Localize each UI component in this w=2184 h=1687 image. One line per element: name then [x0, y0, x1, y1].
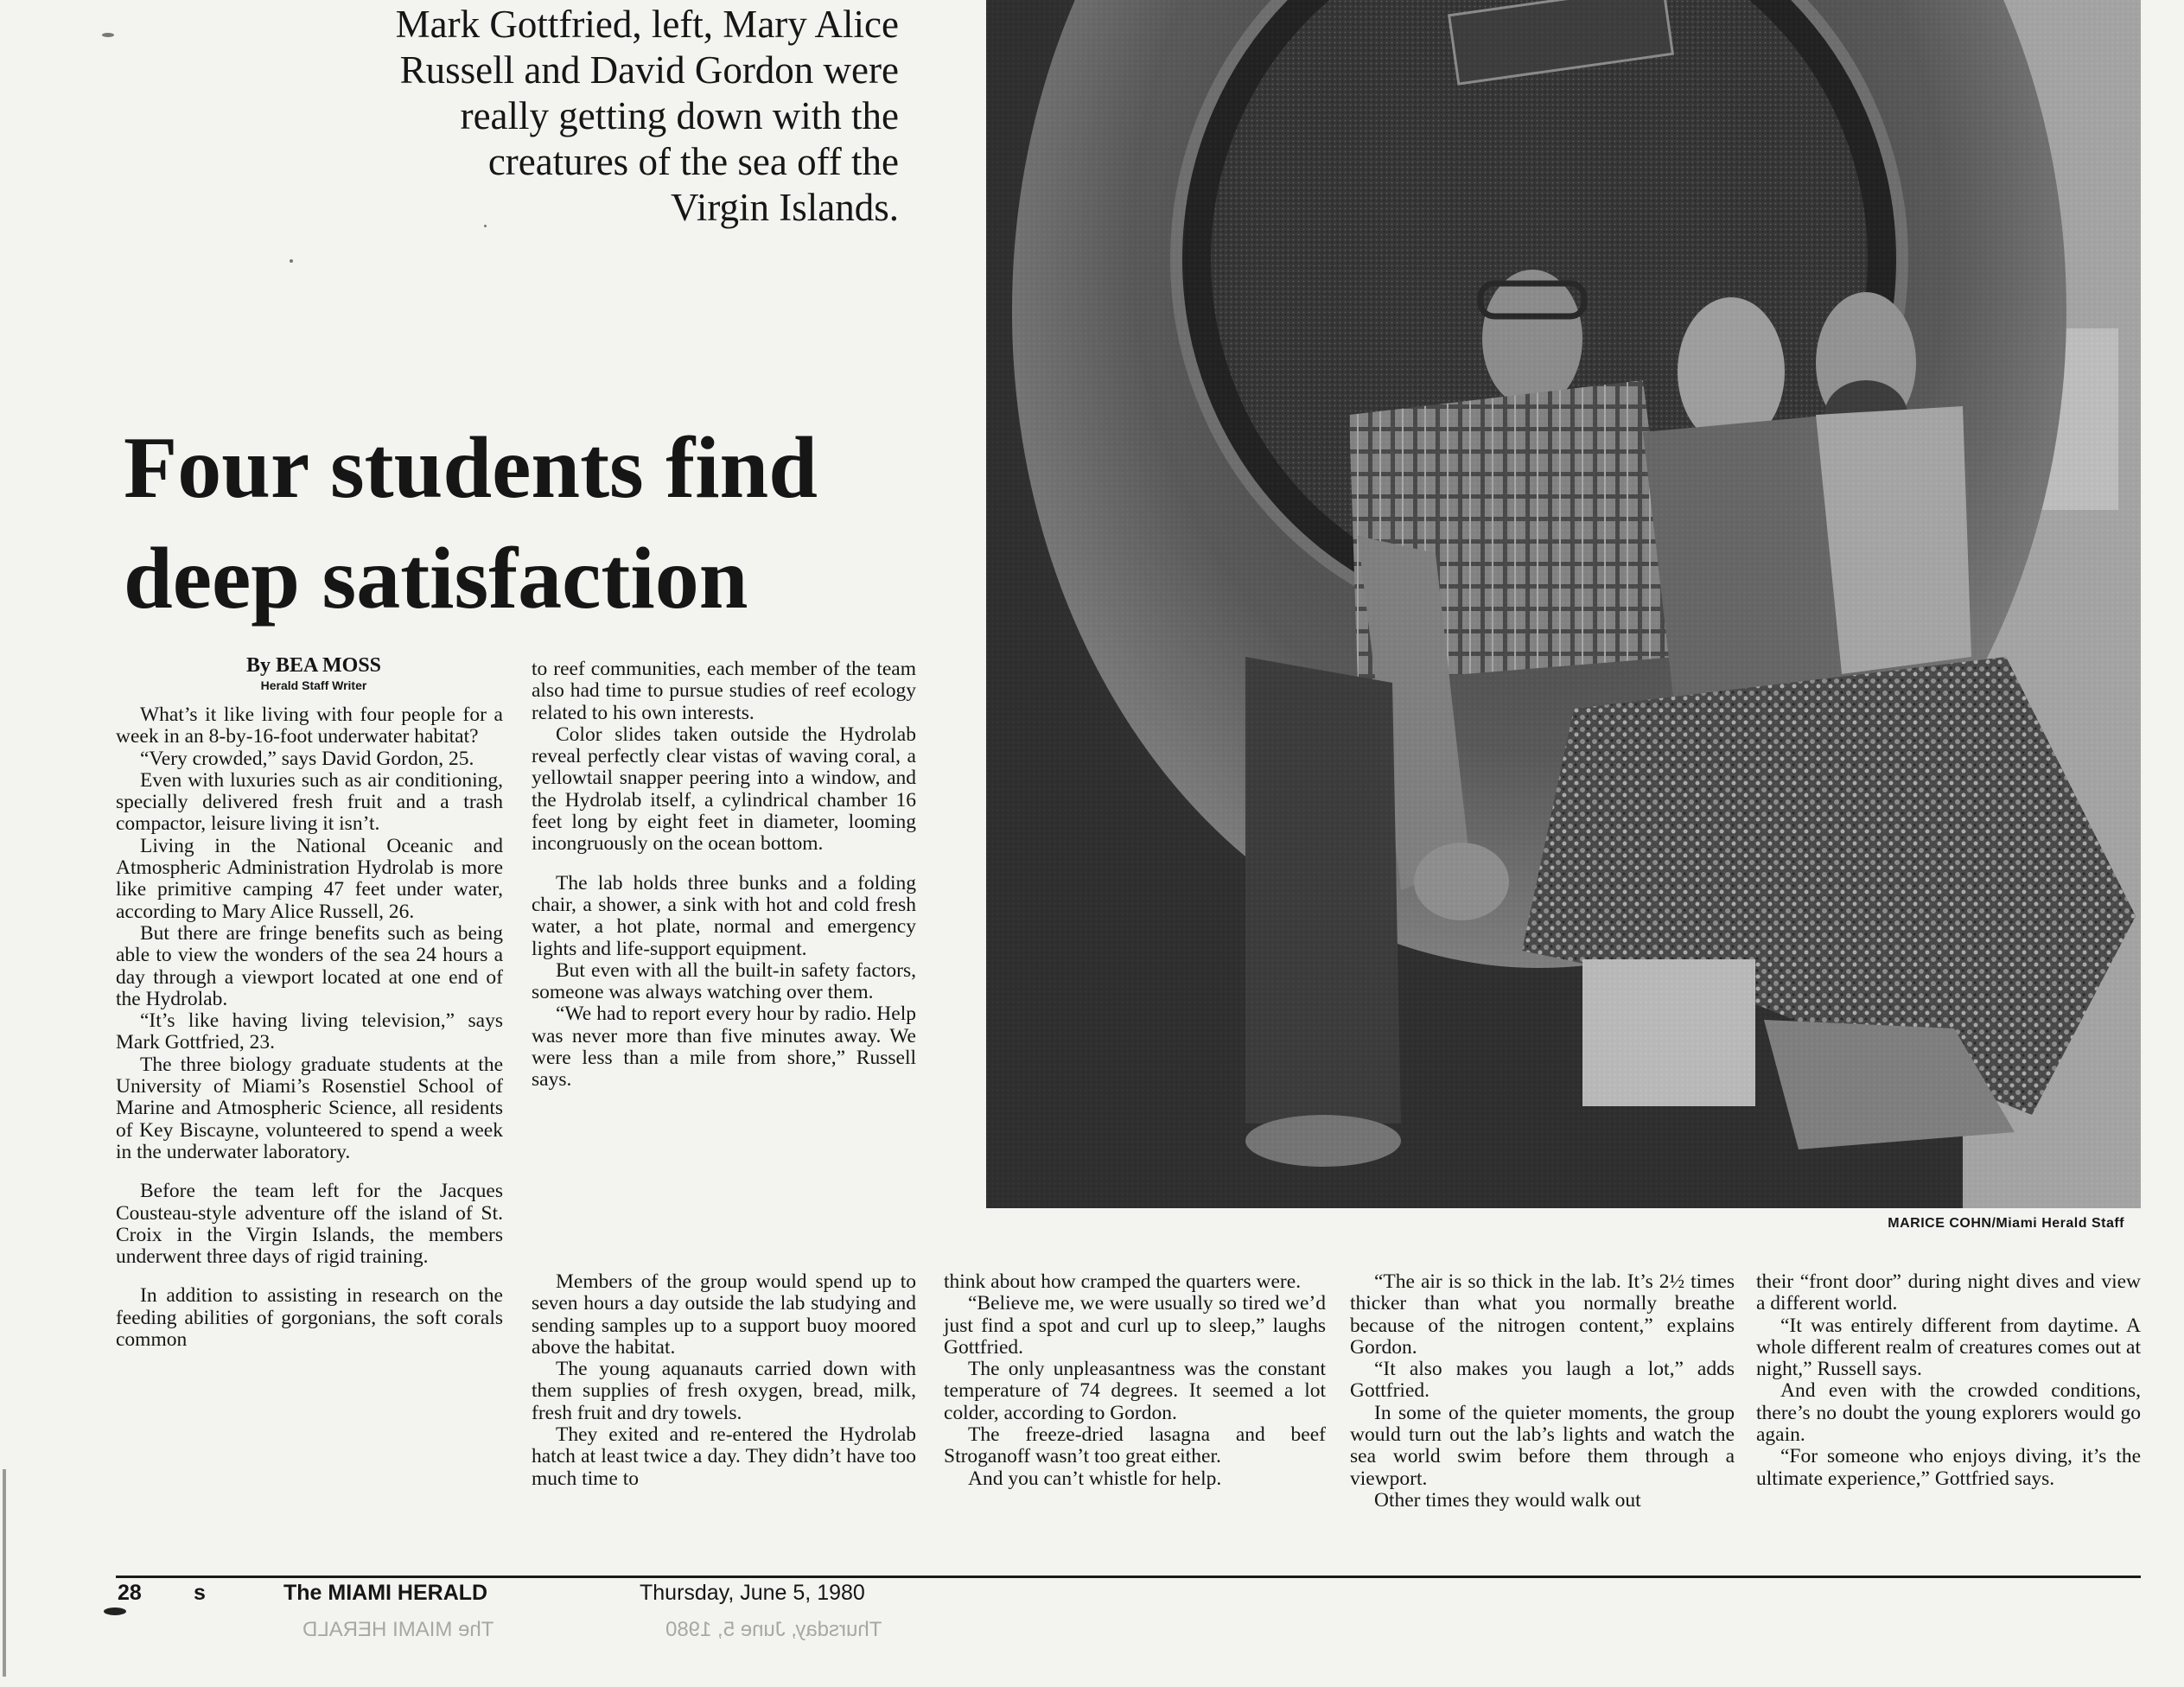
byline-name: By BEA MOSS [245, 654, 382, 677]
article-paragraph: “We had to report every hour by radio. Help was never more than five minutes away. We were less than a mile from shore,” Russell says. [532, 1003, 916, 1092]
bleed-through-date: Thursday, June 5, 1980 [665, 1618, 882, 1641]
news-photo [986, 0, 2141, 1208]
headline-line: Four students find [124, 419, 818, 517]
page-number: 28 [118, 1581, 142, 1605]
article-paragraph: But there are fringe benefits such as being able to view the wonders of the sea 24 hours a day through a viewport located at one end of the Hydrolab. [116, 921, 503, 1010]
caption-line: Russell and David Gordon were [399, 48, 899, 92]
scan-speck [104, 1607, 126, 1615]
article-paragraph: Living in the National Oceanic and Atmospheric Administration Hydrolab is more like primitive camping 47 feet under water, according to Mary Alice Russell, 26. [116, 834, 503, 923]
caption-line: Mark Gottfried, left, Mary Alice [395, 3, 899, 46]
article-paragraph: Even with luxuries such as air conditioning, specially delivered fresh fruit and a trash compactor, leisure living it isn’t. [116, 768, 503, 836]
bleed-through-paper: The MIAMI HERALD [302, 1618, 494, 1641]
issue-date: Thursday, June 5, 1980 [640, 1581, 865, 1605]
article-paragraph: “Very crowded,” says David Gordon, 25. [140, 747, 474, 770]
headline [124, 413, 971, 634]
article-paragraph: In addition to assisting in research on the feeding abilities of gorgonians, the soft corals common [116, 1284, 503, 1352]
footer-rule [116, 1576, 2141, 1578]
article-paragraph: Members of the group would spend up to seven hours a day outside the lab studying and sending samples up to a support buoy moored above the habitat. [532, 1270, 916, 1359]
article-paragraph: Color slides taken outside the Hydrolab reveal perfectly clear vistas of waving coral, a yellowtail snapper peering into a window, and the Hydrolab itself, a cylindrical chamber 16 feet long by eight feet in diameter, looming incongruously on the ocean bottom. [532, 723, 916, 856]
article-paragraph: In some of the quieter moments, the group would turn out the lab’s lights and watch the sea world swim before them through a viewport. [1350, 1401, 1735, 1490]
caption-line: really getting down with the [460, 94, 899, 137]
scan-speck [102, 33, 114, 37]
article-paragraph: The only unpleasantness was the constant temperature of 74 degrees. It seemed a lot colder, according to Gordon. [944, 1358, 1326, 1424]
article-column-1 [116, 704, 503, 1351]
scan-edge [3, 1469, 6, 1677]
article-paragraph: And you can’t whistle for help. [968, 1467, 1222, 1490]
section-letter: s [194, 1581, 206, 1605]
article-paragraph: And even with the crowded conditions, there’s no doubt the young explorers would go again. [1756, 1379, 2141, 1447]
byline [119, 654, 508, 693]
scan-speck [290, 259, 293, 263]
article-paragraph: “The air is so thick in the lab. It’s 2½ times thicker than what you normally breathe because of the nitrogen content,” explains Gordon. [1350, 1270, 1735, 1359]
article-paragraph: But even with all the built-in safety factors, someone was always watching over them. [532, 958, 916, 1004]
article-paragraph: “For someone who enjoys diving, it’s the ultimate experience,” Gottfried says. [1756, 1445, 2141, 1490]
article-paragraph: The lab holds three bunks and a folding chair, a shower, a sink with hot and cold fresh water, a hot plate, normal and emergency lights and life-support equipment. [532, 871, 916, 960]
article-paragraph: The three biology graduate students at the University of Miami’s Rosenstiel School of Marine and Atmospheric Science, all residents of Key Biscayne, volunteered to spend a week in the underwater laboratory. [116, 1053, 503, 1163]
article-paragraph: Before the team left for the Jacques Cousteau-style adventure off the island of St. Croix in the Virgin Islands, the members underwent three days of rigid training. [116, 1180, 503, 1269]
photo-credit: MARICE COHN/Miami Herald Staff [1888, 1216, 2124, 1231]
article-paragraph: The freeze-dried lasagna and beef Stroganoff wasn’t too great either. [944, 1423, 1326, 1468]
byline-role: Herald Staff Writer [260, 678, 367, 692]
article-paragraph: They exited and re-entered the Hydrolab hatch at least twice a day. They didn’t have too much time to [532, 1423, 916, 1490]
article-paragraph: “It’s like having living television,” says Mark Gottfried, 23. [116, 1009, 503, 1054]
article-column-6 [1756, 1271, 2141, 1490]
caption-line: creatures of the sea off the [487, 140, 899, 183]
article-paragraph: to reef communities, each member of the team also had time to pursue studies of reef ecology related to his own interests. [532, 658, 916, 724]
caption-line: Virgin Islands. [671, 186, 899, 229]
article-column-2 [532, 659, 916, 1092]
article-paragraph: think about how cramped the quarters were. [944, 1270, 1302, 1293]
article-paragraph: “Believe me, we were usually so tired we’d just find a spot and curl up to sleep,” laughs Gottfried. [944, 1292, 1326, 1359]
article-paragraph: The young aquanauts carried down with them supplies of fresh oxygen, bread, milk, fresh fruit and dry towels. [532, 1358, 916, 1424]
article-paragraph: “It also makes you laugh a lot,” adds Gottfried. [1350, 1358, 1735, 1403]
article-paragraph: Other times they would walk out [1374, 1488, 1641, 1512]
headline-line: deep satisfaction [124, 530, 748, 627]
newspaper-name: The MIAMI HERALD [283, 1581, 488, 1605]
article-paragraph: What’s it like living with four people for a week in an 8-by-16-foot underwater habitat? [116, 703, 503, 748]
photo-caption [285, 2, 899, 231]
article-paragraph: their “front door” during night dives and view a different world. [1756, 1270, 2141, 1315]
photo-illustration [986, 0, 2141, 1208]
article-paragraph: “It was entirely different from daytime. A whole different realm of creatures comes out at night,” Russell says. [1756, 1314, 2141, 1381]
article-column-4 [944, 1271, 1326, 1490]
article-column-3 [532, 1271, 916, 1490]
article-column-5 [1350, 1271, 1735, 1512]
